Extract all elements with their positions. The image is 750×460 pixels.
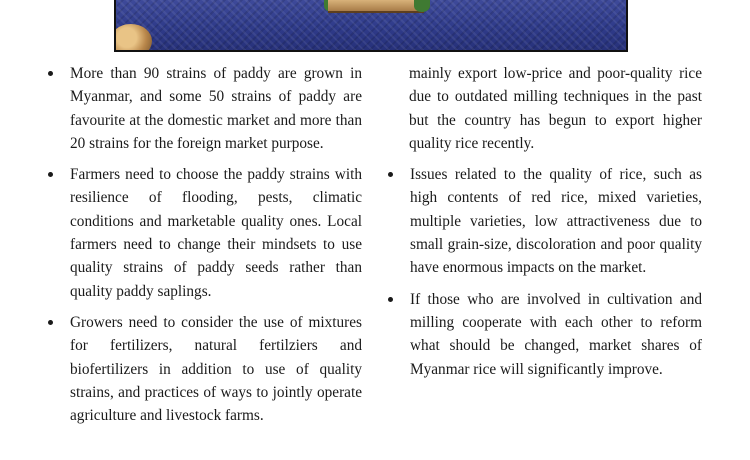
bullet-item [44, 163, 362, 303]
bullet-item [44, 311, 362, 427]
bullet-item [384, 288, 702, 381]
flower-decoration [114, 24, 152, 52]
bullet-icon [388, 297, 393, 302]
continued-text: mainly export low-price and poor-quality rice due to outdated milling techniques in the past but the country has begun to export higher quality rice recently. [409, 65, 702, 152]
bullet-icon [48, 71, 53, 76]
bullet-text: Issues related to the quality of rice, such as high contents of red rice, mixed varieties, multiple varieties, low attractiveness due to small grain-size, discoloration and poor quality have enormous impacts on the market. [410, 166, 702, 277]
bullet-icon [48, 320, 53, 325]
bullet-item [44, 62, 362, 155]
bullet-text: More than 90 strains of paddy are grown in Myanmar, and some 50 strains of paddy are favourite at the domestic market and more than 20 strains for the foreign market purpose. [70, 65, 362, 152]
plant-decoration-right [414, 0, 430, 12]
bullet-icon [388, 172, 393, 177]
bullet-text: Farmers need to choose the paddy strains with resilience of flooding, pests, climatic conditions and marketable quality ones. Local farmers need to change their mindsets to use quality strains of paddy seeds rather than quality paddy saplings. [70, 166, 362, 300]
left-column [44, 62, 362, 435]
bullet-text: If those who are involved in cultivation and milling cooperate with each other to reform what should be changed, market shares of Myanmar rice will significantly improve. [410, 290, 702, 378]
bullet-icon [48, 172, 53, 177]
stage-platform [328, 0, 424, 13]
bullet-item [384, 163, 702, 279]
bullet-text: Growers need to consider the use of mixtures for fertilizers, natural fertilziers and biofertilizers in addition to use of quality strains, and practices of ways to jointly operate agriculture and livestock farms. [70, 313, 362, 425]
right-column [384, 62, 702, 389]
continued-paragraph [384, 62, 702, 155]
header-photo [114, 0, 628, 52]
